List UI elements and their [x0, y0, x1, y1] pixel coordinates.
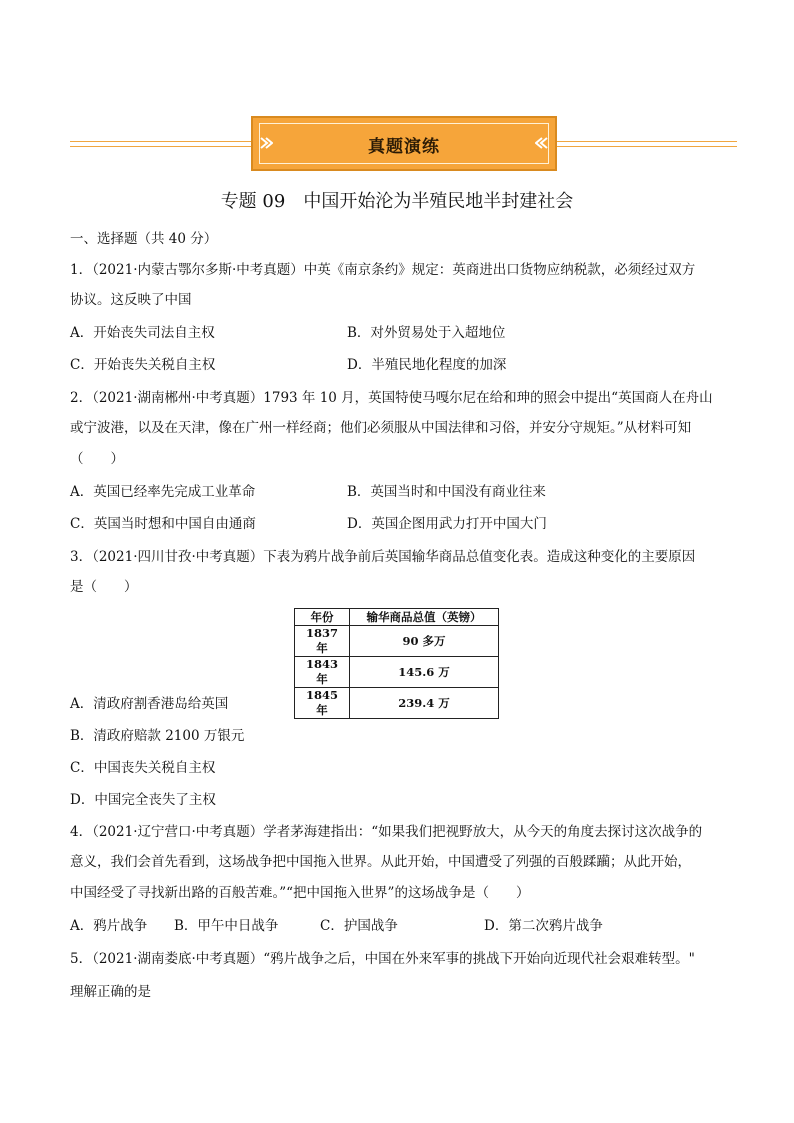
question-2-line-3: （ ） [70, 451, 124, 467]
question-2-option-b: B．英国当时和中国没有商业往来 [347, 484, 546, 500]
question-1-option-b: B．对外贸易处于入超地位 [347, 325, 506, 341]
table-row [295, 688, 499, 719]
table-cell-value: 90 多万 [350, 626, 499, 657]
trade-value-table [294, 608, 499, 719]
question-4-line-3: 中国经受了寻找新出路的百般苦难。”“把中国拖入世界”的这场战争是（ ） [70, 885, 530, 901]
table-cell-year: 1845 年 [295, 688, 350, 719]
question-4-line-2: 意义，我们会首先看到，这场战争把中国拖入世界。从此开始，中国遭受了列强的百般蹂躏；从此开始， [70, 854, 691, 870]
table-header-year: 年份 [295, 609, 350, 626]
question-1-option-c: C．开始丧失关税自主权 [70, 357, 216, 373]
table-row [295, 657, 499, 688]
question-5-line-1: 5．（2021·湖南娄底·中考真题）“鸦片战争之后，中国在外来军事的挑战下开始向近现代社会艰难转型。" [70, 951, 695, 967]
table-row [295, 626, 499, 657]
question-3-option-a: A．清政府割香港岛给英国 [70, 696, 229, 712]
question-1-line-1: 1．（2021·内蒙古鄂尔多斯·中考真题）中英《南京条约》规定：英商进出口货物应纳税款，必须经过双方 [70, 262, 696, 278]
table-cell-year: 1837 年 [295, 626, 350, 657]
question-1-option-a: A．开始丧失司法自主权 [70, 325, 215, 341]
arrow-left-icon [535, 135, 549, 151]
table-cell-value: 239.4 万 [350, 688, 499, 719]
document-title: 专题 09 中国开始沦为半殖民地半封建社会 [220, 191, 574, 212]
question-2-option-d: D．英国企图用武力打开中国大门 [347, 516, 547, 532]
table-cell-year: 1843 年 [295, 657, 350, 688]
section-banner [251, 116, 557, 171]
question-2-option-c: C．英国当时想和中国自由通商 [70, 516, 256, 532]
question-4-option-b: B．甲午中日战争 [174, 918, 279, 934]
question-4-option-a: A．鸦片战争 [70, 918, 148, 934]
question-3-option-c: C．中国丧失关税自主权 [70, 760, 216, 776]
question-3-line-1: 3．（2021·四川甘孜·中考真题）下表为鸦片战争前后英国输华商品总值变化表。造成这种变化的主要原因 [70, 549, 696, 565]
question-1-line-2: 协议。这反映了中国 [70, 292, 192, 308]
question-4-option-d: D．第二次鸦片战争 [484, 918, 603, 934]
question-2-line-1: 2．（2021·湖南郴州·中考真题）1793 年 10 月，英国特使马嘎尔尼在给和珅的照会中提出“英国商人在舟山 [70, 390, 713, 406]
question-4-option-c: C．护国战争 [320, 918, 398, 934]
table-header-value: 输华商品总值（英镑） [350, 609, 499, 626]
section-heading: 一、选择题（共 40 分） [70, 231, 218, 247]
question-3-option-d: D．中国完全丧失了主权 [70, 792, 216, 808]
table-header-row [295, 609, 499, 626]
question-3-option-b: B．清政府赔款 2100 万银元 [70, 728, 245, 744]
question-1-option-d: D．半殖民地化程度的加深 [347, 357, 507, 373]
question-4-line-1: 4．（2021·辽宁营口·中考真题）学者茅海建指出：“如果我们把视野放大，从今天的角度去探讨这次战争的 [70, 824, 703, 840]
question-2-option-a: A．英国已经率先完成工业革命 [70, 484, 256, 500]
question-2-line-2: 或宁波港，以及在天津，像在广州一样经商；他们必须服从中国法律和习俗，并安分守规矩。”从材料可知 [70, 420, 692, 436]
question-3-line-2: 是（ ） [70, 579, 138, 595]
banner-title: 真题演练 [368, 137, 440, 157]
question-5-line-2: 理解正确的是 [70, 984, 151, 1000]
table-cell-value: 145.6 万 [350, 657, 499, 688]
